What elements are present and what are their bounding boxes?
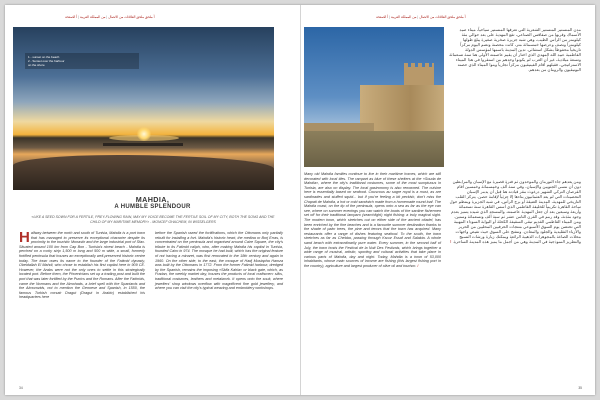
body-text: alfway between the north and south of Tunisia, Mahdia is a port town that has managed to preserve its exceptional character despite its proximity to the touristic Monastir and the large industrial port of Sfax. Situated around 100 km from Cap Bon - Tunisia's nicest beach - Mahdia is perched on a rocky strip 1,500 m long and 500 m wide, a small, formerly fortified peninsula that houses an exceptionally well-preserved historic centre today. The town owes its name to the founder of the Fatimid dynasty, Obeidallah El Mahdi, who chose to establish his first capital here in 909 CE. However, the Arabs were not the only ones to settle in this strategically located port. Before them, the Phoenicians set up a trading post and built the port that was later fortified by the Punics and the Romans. After the Fatimids, came the Normans and the Almohads, a brief spell with the Spaniards and the Almoravids, not to mention the Genoese and Spanish, in 1550, the famous Turkish corsair Dragut (Dragut in Arabic) established his headquarters here bbox=[19, 231, 145, 300]
running-head-part: أ ملحق ملحق العلاقات من الاتصال bbox=[419, 15, 466, 19]
arabic-column-top: مدن المنستير المنستير الشعرية التي تعرفها المنستير سياحياً، ميناء صيد الأسماك وقربها من صفاقس الصناعي، تقع المهدية على بعد حوالي مئة كيلومتر من الرأس الطيب، وهي شبه جزيرة صخرية صغيرة يبلغ طولها كيلومتراً ونصف وعرضها خمسمائة متر، كانت محصنة وتضم اليوم مركزاً تاريخياً محفوظاً بشكل استثنائي. تدين المدينة باسمها لمؤسس الدولة الفاطمية عبيد الله المهدي الذي اختار أن يقيم عاصمته الأولى هنا سنة تسعمائة وتسعة ميلادية، غير أن العرب لم يكونوا وحدهم من استقروا في هذا الميناء الاستراتيجي، فقبلهم أقام الفينيقيون مركزاً تجارياً وبنوا الميناء الذي حصنه البونيقيون والرومان من بعدهم. bbox=[449, 27, 581, 72]
photo-caption bbox=[25, 53, 139, 69]
article-lead-quote: «LIKE A SEED SOWN FOR A FERTILE, PREY-FLOWING RAIN, MAY MY VOICE BECOME THE FERTILE SOIL OF MY CITY, BOTH THE SONG AND THE CHILD OF MY MARITIME MEMORY» - MONCEF GHACHEM, IN WISSELGERS bbox=[31, 215, 275, 224]
sunset-photo bbox=[13, 27, 274, 190]
body-column-1 bbox=[19, 231, 145, 300]
drop-cap: H bbox=[19, 229, 30, 246]
fortress-photo bbox=[304, 27, 444, 167]
page-number: 34 bbox=[19, 386, 23, 390]
body-column-2: before the Spanish razed the fortifications, which the Ottomans only partially rebuilt for installing a fort. Mahdia's historic heart, the medina or Borj Erras, is concentrated on the peninsula and organised around Caire Square, the city's tribute to its Fatimid caliph, who, after making Mahdia his capital in Tunisia, founded Cairo in 974. The mosque he had built, which has the original feature of not having a minaret, was first renovated in the 18th century and again in 1960. On the other side, to the east, the mosque of Hadj Mustapha Hamza was built by the Ottomans in 1772. From the former Fatimid harbour, dredged by the Spanish, remains the imposing «Skifa Kahla» or black gate, which, as Fradan, the weekly market day, houses the products of local craftsmen: silks, traditional costumes, leathers and metalwork. It opens onto the souk, where jewellers' shop windows overflow with magnificent fine gold jewellery, and where you can visit the city's typical weaving and embroidery workshops. bbox=[155, 231, 283, 291]
running-head: أ ملحق ملحق العلاقات من الاتصال | من المملكة العربية | أ الصفحة bbox=[376, 15, 466, 19]
running-head-part: أ الصفحة bbox=[65, 15, 78, 19]
photo-caption-line: 2 - Sunset over the harbour bbox=[28, 59, 65, 63]
running-head-part: أ ملحق ملحق العلاقات من الاتصال bbox=[108, 15, 155, 19]
running-head: أ ملحق ملحق العلاقات من الاتصال | من المملكة العربية | أ الصفحة bbox=[65, 15, 155, 19]
running-head-part: من المملكة العربية bbox=[390, 15, 417, 19]
running-head-part: أ الصفحة bbox=[376, 15, 389, 19]
body-text: ومن بعدهم جاء النورمان والموحدون ثم فترة قصيرة مع الإسبان والمرابطين دون أن ننسى الجنويين والإسبان، وفي سنة ألف وخمسمائة وخمسين أقام القرصان التركي الشهير درغوث مقر قيادته هنا قبل أن يدمر الإسبان التحصينات التي لم يعد العثمانيون بناءها إلا جزئياً لإقامة حصن. يتركز القلب التاريخي للمهدية، المدينة العتيقة أو برج الرأس، في شبه الجزيرة وينتظم حول ساحة القاهرة تكريماً للخليفة الفاطمي الذي أسس القاهرة سنة تسعمائة وأربعة وسبعين بعد أن جعل المهدية عاصمته. والمسجد الذي شيده يتميز بعدم وجود مئذنة، وقد رمم في القرن الثامن عشر ثم سنة ألف وتسعمائة وستين. ومن الميناء الفاطمي القديم تبقى السقيفة الكحلة أو البوابة السوداء المهيبة التي تحتضن يوم السوق الأسبوعي منتجات الحرفيين المحليين من الحرير والأزياء التقليدية والجلود والمعادن. وتنفتح على السوق حيث تفيض واجهات محلات الصاغة بالمجوهرات الذهبية الرائعة ويمكنك زيارة ورشات النسيج والتطريز النموذجية في المدينة وهي من أجمل ما يميز هذه المدينة الساحرة. bbox=[449, 179, 581, 244]
page-number: 35 bbox=[578, 386, 582, 390]
end-mark: I bbox=[450, 239, 452, 244]
running-head-part: من المملكة العربية bbox=[79, 15, 106, 19]
article-subtitle: A HUMBLE SPLENDOUR bbox=[114, 204, 191, 210]
body-text: Many old Mahdia families continue to live in their maritime homes, which are still decorated with local tiles. The rampart as blue of these shelters at the «Souda de Mahdia», where the city's traditional costumes, some of the most sumptuous in Tunisia, are also on display. The local gastronomy is also renowned. The cuisine here is essentially based on seafood. Couscous au sagre royal is a must, as are sardinades and stuffed squid... but if you're feeling a bit peckish, don't miss the Chapati de Mahdia, a hot or cold sandwich made from a homemade round loaf. The Mahdia coast, on the tip of the peninsula, opens onto a sea as far as the eye can see, where on summer evenings you can watch the boats of the sardine fishermen set off for their traditional lamparo (searchlight) night fishing: a truly magical sight. The modern town, which stretches out on either side of the ancient citadel, has been enriched by the fine beaches and is a favourite summer destination thanks to the shade of palm trees, the pine and tenors that the town has acquired. Many restaurants offer a range of dishes featuring seafood. To the south, the town stretches as far as Chebba, passing through Ksour Essaf and Salakta. A whole sand beach with extraordinarily pure water. Every summer, in the second half of July, the town hosts the Festival de la Nuit Des Festivals, which brings together a wide range of musical, artistic, sporting and cultural activities that take place in various parts of Mahdia, day and night. Today, Mahdia is a town of 53,000 inhabitants, whose main sources of income are fishing (this largest fishing port in the country), agriculture and largest producer of olive oil and tourism. bbox=[304, 172, 441, 268]
magazine-spread bbox=[5, 5, 595, 395]
photo-caption-line: 1 - sunset on the beach bbox=[28, 55, 60, 59]
photo-caption-line: on the shore bbox=[28, 63, 45, 67]
sun-shape bbox=[137, 127, 151, 141]
right-page bbox=[301, 5, 596, 395]
left-page bbox=[5, 5, 300, 395]
english-column bbox=[304, 172, 441, 268]
end-mark: I bbox=[417, 263, 419, 268]
arabic-column-bottom bbox=[449, 179, 581, 244]
article-title: MAHDIA, bbox=[135, 195, 170, 204]
